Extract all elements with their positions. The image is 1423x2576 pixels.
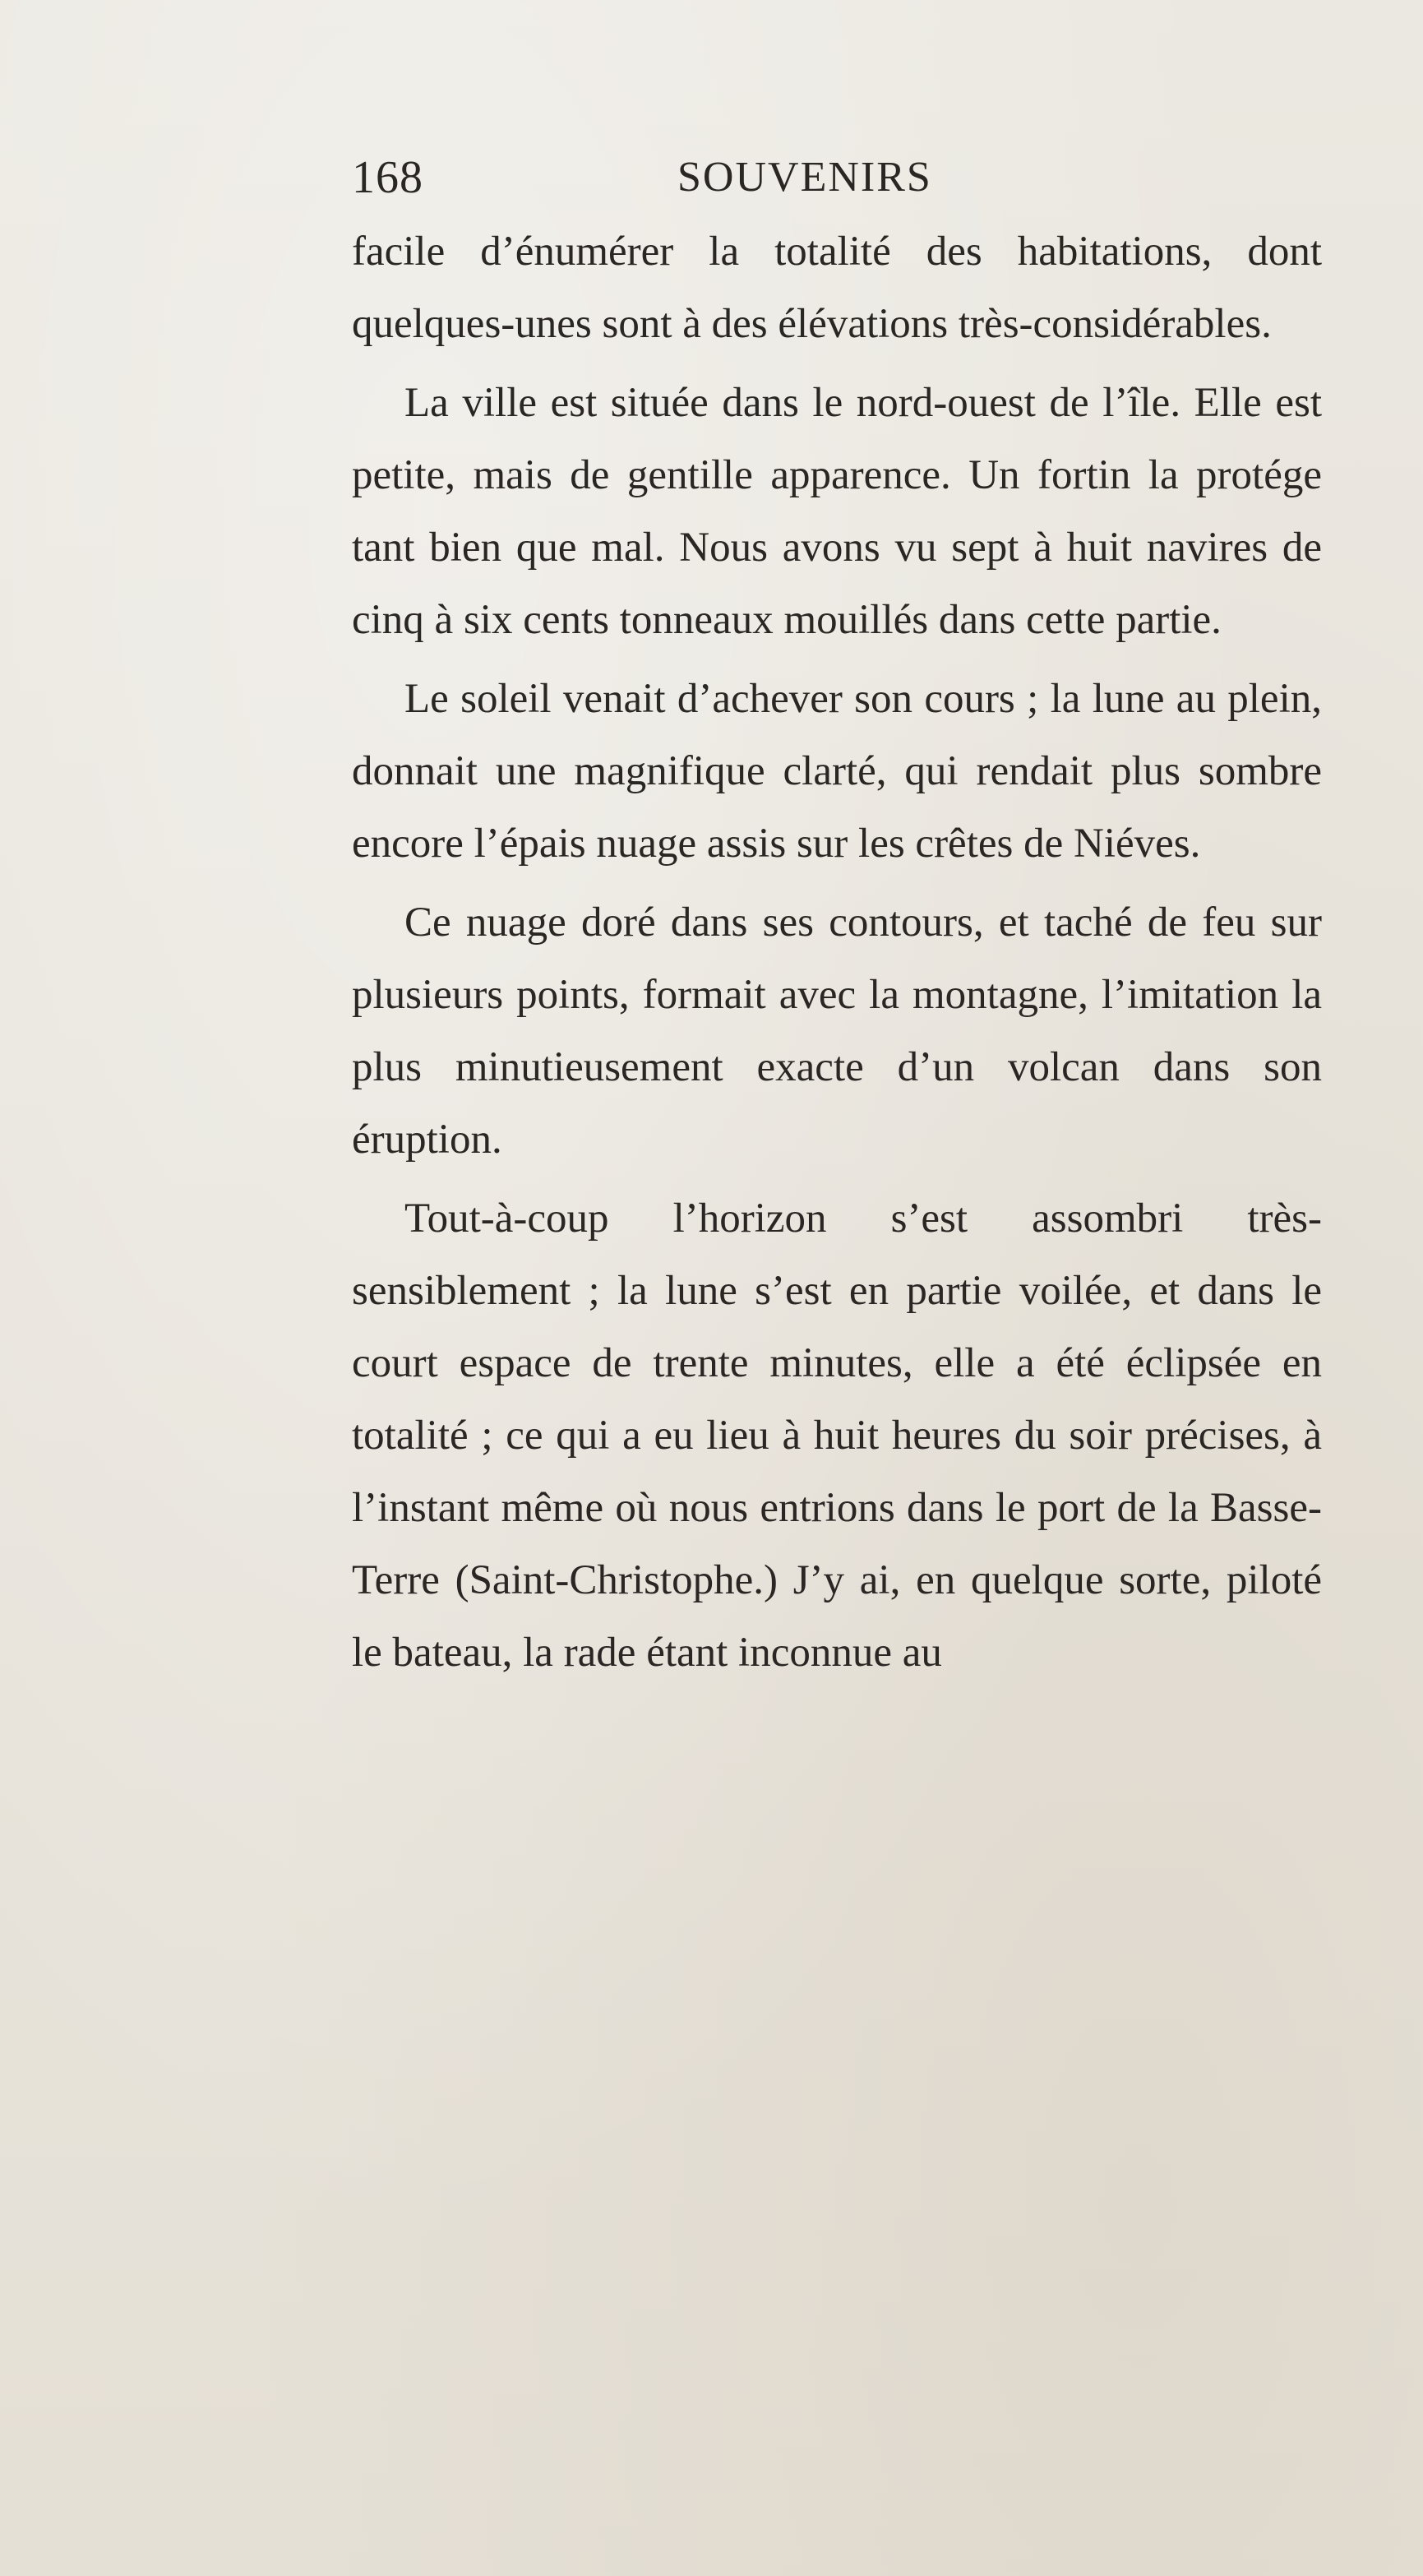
paragraph-cloud: Ce nuage doré dans ses contours, et taché de feu sur plusieurs points, formait avec la montagne, l’imitation la plus minutieusement exacte d’un volcan dans son éruption. [352, 900, 1322, 1163]
paragraph-town: La ville est située dans le nord-ouest de l’île. Elle est petite, mais de gentille apparence. Un fortin la protége tant bien que mal. Nous avons vu sept à huit navires de cinq à six cents tonneaux mouillés dans cette partie. [352, 380, 1322, 643]
paragraph-continuation: facile d’énumérer la totalité des habitations, dont quelques-unes sont à des élévations très-considérables. [352, 229, 1322, 347]
body-text [352, 215, 1322, 1689]
running-title: SOUVENIRS [677, 154, 932, 201]
paragraph-moon: Le soleil venait d’achever son cours ; la lune au plein, donnait une magnifique clarté, qui rendait plus sombre encore l’épais nuage assis sur les crêtes de Niéves. [352, 676, 1322, 867]
page-number: 168 [352, 152, 423, 203]
page-header [352, 145, 1322, 210]
paragraph-eclipse: Tout-à-coup l’horizon s’est assombri très-sensiblement ; la lune s’est en partie voilée, et dans le court espace de trente minutes, elle a été éclipsée en totalité ; ce qui a eu lieu à huit heures du soir précises, à l’instant même où nous entrions dans le port de la Basse-Terre (Saint-Christophe.) J’y ai, en quelque sorte, piloté le bateau, la rade étant inconnue au [352, 1196, 1322, 1676]
